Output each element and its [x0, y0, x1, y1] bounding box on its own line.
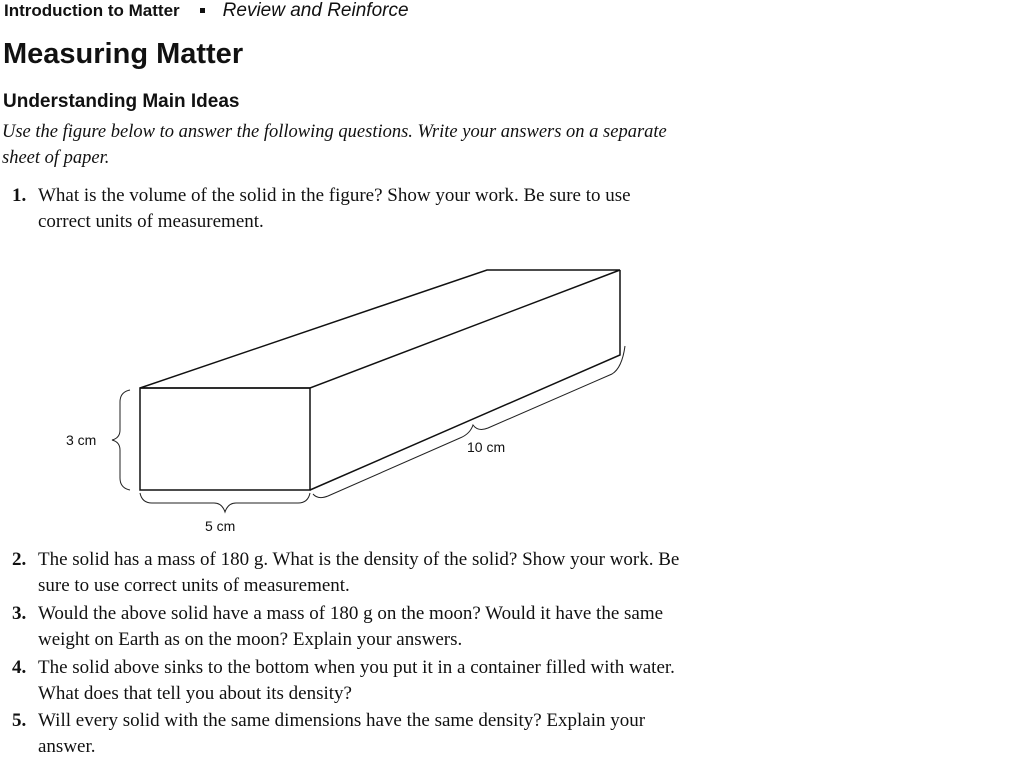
- section-heading: Understanding Main Ideas: [3, 91, 240, 112]
- length-label: 10 cm: [467, 439, 506, 455]
- question-text: The solid has a mass of 180 g. What is the density of the solid? Show your work. Be sure to use correct units of measurement.: [38, 549, 680, 596]
- question-text: Will every solid with the same dimensions have the same density? Explain your answer.: [38, 710, 646, 757]
- question-text: What is the volume of the solid in the figure? Show your work. Be sure to use correct units of measurement.: [38, 185, 631, 232]
- question-number: 1.: [12, 185, 27, 206]
- side-face: [310, 270, 620, 490]
- chapter-title: Introduction to Matter: [4, 1, 180, 20]
- top-face: [140, 270, 620, 388]
- question-text: Would the above solid have a mass of 180 g on the moon? Would it have the same weight on Earth as on the moon? Explain your answers.: [38, 603, 664, 650]
- question-text: The solid above sinks to the bottom when you put it in a container filled with water. What does that tell you about its density?: [38, 657, 675, 704]
- question-3: [12, 601, 682, 653]
- width-label: 5 cm: [205, 518, 236, 534]
- question-number: 2.: [12, 549, 27, 570]
- question-5: [12, 708, 652, 760]
- instructions: Use the figure below to answer the following questions. Write your answers on a separate sheet of paper.: [2, 122, 667, 168]
- height-label: 3 cm: [66, 432, 97, 448]
- question-number: 5.: [12, 710, 27, 731]
- page-title: Measuring Matter: [3, 38, 244, 70]
- height-brace: [112, 390, 130, 490]
- question-2: [12, 547, 682, 599]
- question-number: 3.: [12, 603, 27, 624]
- front-face: [140, 388, 310, 490]
- section-title: Review and Reinforce: [222, 0, 409, 21]
- question-4: [12, 655, 682, 707]
- question-number: 4.: [12, 657, 27, 678]
- width-brace: [140, 493, 310, 512]
